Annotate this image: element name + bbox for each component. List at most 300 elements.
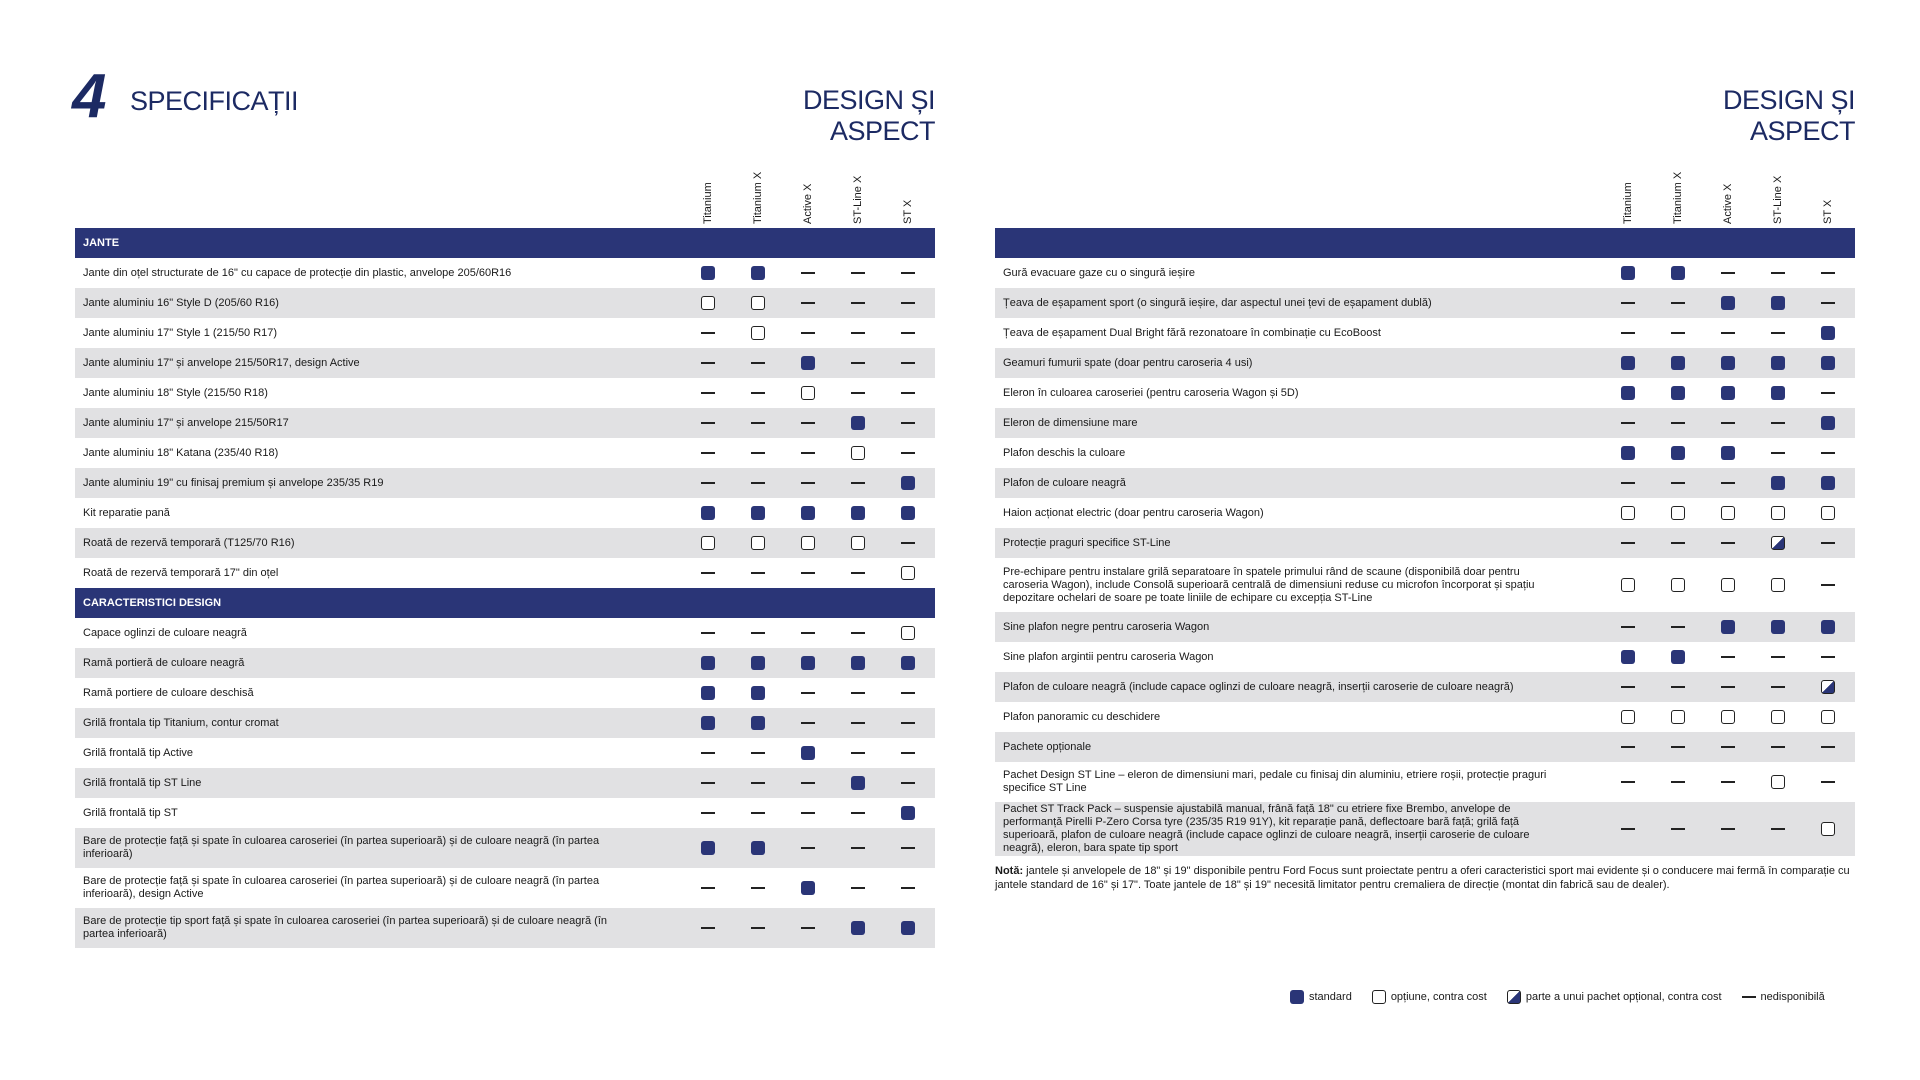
- dash-icon: [801, 626, 815, 640]
- column-header: [848, 154, 868, 224]
- standard-icon: [751, 506, 765, 520]
- dash-icon: [1671, 326, 1685, 340]
- column-header: [1618, 154, 1638, 224]
- row-label: Grilă frontală tip Active: [83, 746, 194, 759]
- dash-icon: [751, 921, 765, 935]
- dash-icon: [751, 881, 765, 895]
- dash-icon: [1721, 680, 1735, 694]
- standard-icon: [1771, 386, 1785, 400]
- table-row: [75, 498, 935, 528]
- column-header: [1818, 154, 1838, 224]
- left-spec-table: [75, 160, 935, 948]
- option-icon: [1372, 990, 1386, 1004]
- dash-icon: [1821, 650, 1835, 664]
- dash-icon: [701, 476, 715, 490]
- option-icon: [751, 296, 765, 310]
- dash-icon: [1621, 536, 1635, 550]
- standard-icon: [1621, 650, 1635, 664]
- standard-icon: [751, 266, 765, 280]
- dash-icon: [1771, 740, 1785, 754]
- option-icon: [1621, 506, 1635, 520]
- option-icon: [801, 386, 815, 400]
- option-icon: [1771, 775, 1785, 789]
- dash-icon: [1621, 326, 1635, 340]
- standard-icon: [801, 356, 815, 370]
- dash-icon: [1671, 476, 1685, 490]
- table-row: [75, 438, 935, 468]
- row-label: Pre-echipare pentru instalare grilă separatoare în spatele primului rând de scaune (disponibilă doar pentru caroseria Wagon), include Consolă superioară centrală de dimensiuni reduse cu microfon încorporat și spațiu depozitare ochelari de soare pe toate liniile de echipare cu excepția ST-Line: [1003, 565, 1535, 604]
- standard-icon: [1721, 296, 1735, 310]
- dash-icon: [851, 881, 865, 895]
- standard-icon: [851, 656, 865, 670]
- standard-icon: [901, 476, 915, 490]
- dash-icon: [801, 326, 815, 340]
- row-label: Plafon panoramic cu deschidere: [1003, 710, 1161, 723]
- table-row: [995, 378, 1855, 408]
- dash-icon: [801, 841, 815, 855]
- row-label: Jante aluminiu 17" Style 1 (215/50 R17): [83, 326, 278, 339]
- dash-icon: [751, 566, 765, 580]
- standard-icon: [851, 921, 865, 935]
- column-header-label: Active X: [1722, 183, 1734, 224]
- dash-icon: [901, 881, 915, 895]
- pack-icon: [1507, 990, 1521, 1004]
- standard-icon: [851, 506, 865, 520]
- table-row: [75, 798, 935, 828]
- table-row: [995, 642, 1855, 672]
- dash-icon: [1821, 578, 1835, 592]
- row-label: Jante aluminiu 17" și anvelope 215/50R17, design Active: [83, 356, 360, 369]
- standard-icon: [751, 716, 765, 730]
- table-row: [995, 802, 1855, 856]
- standard-icon: [1821, 356, 1835, 370]
- standard-icon: [1621, 266, 1635, 280]
- row-label: Pachet ST Track Pack – suspensie ajustabilă manual, frână față 18" cu etriere fixe Brembo, anvelope de performanță Pirelli P-Zero Corsa tyre (235/35 R19 91Y), kit reparație pană, deflectoare bară față; grilă față superioară, plafon de culoare neagră (include capace oglinzi de culoare neagră, inserții caroserie de culoare neagră), eleron, bara spate tip sport: [1003, 803, 1530, 854]
- option-icon: [1671, 506, 1685, 520]
- standard-icon: [1771, 296, 1785, 310]
- option-icon: [751, 326, 765, 340]
- standard-icon: [1671, 650, 1685, 664]
- dash-icon: [751, 626, 765, 640]
- dash-icon: [1621, 775, 1635, 789]
- table-row: [995, 558, 1855, 612]
- option-icon: [801, 536, 815, 550]
- dash-icon: [1821, 740, 1835, 754]
- dash-icon: [701, 806, 715, 820]
- standard-icon: [1721, 356, 1735, 370]
- table-row: [995, 348, 1855, 378]
- table-row: [75, 868, 935, 908]
- legend-na-label: nedisponibilă: [1760, 991, 1825, 1003]
- section-bar: JANTE: [75, 228, 935, 258]
- dash-icon: [1721, 266, 1735, 280]
- table-row: [75, 618, 935, 648]
- dash-icon: [1671, 296, 1685, 310]
- dash-icon: [851, 326, 865, 340]
- row-label: Sine plafon argintii pentru caroseria Wagon: [1003, 650, 1214, 663]
- row-label: Ramă portieră de culoare neagră: [83, 656, 245, 669]
- dash-icon: [901, 356, 915, 370]
- legend: [1290, 990, 1845, 1004]
- dash-icon: [801, 776, 815, 790]
- column-header: [698, 154, 718, 224]
- dash-icon: [801, 476, 815, 490]
- column-header: [1668, 154, 1688, 224]
- row-label: Ramă portiere de culoare deschisă: [83, 686, 254, 699]
- footnote-label: Notă:: [995, 865, 1024, 877]
- row-label: Protecție praguri specifice ST-Line: [1003, 536, 1171, 549]
- column-header-label: Titanium: [702, 182, 714, 224]
- dash-icon: [701, 416, 715, 430]
- standard-icon: [851, 416, 865, 430]
- legend-option-label: opțiune, contra cost: [1390, 991, 1487, 1003]
- pack-icon: [1771, 536, 1785, 550]
- option-icon: [701, 536, 715, 550]
- dash-icon: [1771, 650, 1785, 664]
- dash-icon: [1771, 822, 1785, 836]
- row-label: Plafon de culoare neagră (include capace oglinzi de culoare neagră, inserții caroserie de culoare neagră): [1003, 680, 1514, 693]
- table-row: [995, 438, 1855, 468]
- dash-icon: [701, 881, 715, 895]
- dash-icon: [901, 686, 915, 700]
- dash-icon: [701, 386, 715, 400]
- footnote: [995, 864, 1855, 892]
- dash-icon: [751, 806, 765, 820]
- legend-standard-label: standard: [1309, 991, 1352, 1003]
- right-section-heading: DESIGN ȘI ASPECT: [1722, 85, 1855, 146]
- dash-icon: [801, 921, 815, 935]
- dash-icon: [701, 776, 715, 790]
- dash-icon: [901, 746, 915, 760]
- row-label: Kit reparatie pană: [83, 506, 170, 519]
- table-row: [995, 408, 1855, 438]
- dash-icon: [1671, 536, 1685, 550]
- table-row: [75, 678, 935, 708]
- dash-icon: [851, 296, 865, 310]
- dash-icon: [801, 416, 815, 430]
- column-header-label: Titanium X: [752, 171, 764, 224]
- dash-icon: [701, 626, 715, 640]
- table-row: [75, 258, 935, 288]
- dash-icon: [1771, 680, 1785, 694]
- standard-icon: [1821, 620, 1835, 634]
- row-label: Bare de protecție față și spate în culoarea caroseriei (în partea superioară) și de culoare neagră (în partea inferioară): [83, 835, 600, 860]
- dash-icon: [801, 686, 815, 700]
- dash-icon: [1721, 775, 1735, 789]
- row-label: Haion acționat electric (doar pentru caroseria Wagon): [1003, 506, 1264, 519]
- dash-icon: [1621, 296, 1635, 310]
- row-label: Jante aluminiu 18" Style (215/50 R18): [83, 386, 268, 399]
- table-row: [75, 408, 935, 438]
- standard-icon: [701, 841, 715, 855]
- standard-icon: [701, 656, 715, 670]
- dash-icon: [901, 266, 915, 280]
- footnote-text: jantele și anvelopele de 18" și 19" disponibile pentru Ford Focus sunt proiectate pentru a oferi caracteristici sport mai evidente și o conducere mai fermă în comparație cu jantele standard de 16" și 17". Toate jantele de 18" și 19" necesită limitator pentru cremaliera de direcție (montat din fabrică sau de dealer).: [995, 865, 1850, 891]
- standard-icon: [1290, 990, 1304, 1004]
- dash-icon: [851, 746, 865, 760]
- dash-icon: [701, 566, 715, 580]
- column-header-label: Active X: [802, 183, 814, 224]
- dash-icon: [1771, 326, 1785, 340]
- standard-icon: [1621, 446, 1635, 460]
- dash-icon: [1671, 680, 1685, 694]
- dash-icon: [901, 776, 915, 790]
- pack-icon: [1821, 680, 1835, 694]
- option-icon: [751, 536, 765, 550]
- standard-icon: [1821, 476, 1835, 490]
- row-label: Gură evacuare gaze cu o singură ieșire: [1003, 266, 1195, 279]
- row-label: Eleron de dimensiune mare: [1003, 416, 1138, 429]
- row-label: Grilă frontală tip ST: [83, 806, 178, 819]
- standard-icon: [801, 656, 815, 670]
- standard-icon: [901, 806, 915, 820]
- column-header-label: ST X: [902, 199, 914, 224]
- chapter-title: SPECIFICAȚII: [130, 86, 299, 116]
- dash-icon: [751, 476, 765, 490]
- table-row: [75, 908, 935, 948]
- dash-icon: [1621, 416, 1635, 430]
- table-row: [75, 468, 935, 498]
- table-row: [75, 558, 935, 588]
- dash-icon: [1721, 536, 1735, 550]
- dash-icon: [901, 841, 915, 855]
- table-row: [995, 732, 1855, 762]
- dash-icon: [851, 626, 865, 640]
- table-row: [75, 288, 935, 318]
- table-row: [75, 318, 935, 348]
- dash-icon: [1621, 680, 1635, 694]
- standard-icon: [1771, 356, 1785, 370]
- dash-icon: [1821, 775, 1835, 789]
- dash-icon: [1621, 822, 1635, 836]
- dash-icon: [751, 776, 765, 790]
- option-icon: [1721, 710, 1735, 724]
- option-icon: [1721, 578, 1735, 592]
- dash-icon: [751, 356, 765, 370]
- standard-icon: [1671, 356, 1685, 370]
- dash-icon: [751, 446, 765, 460]
- option-icon: [1821, 710, 1835, 724]
- option-icon: [1821, 506, 1835, 520]
- dash-icon: [1821, 296, 1835, 310]
- table-row: [995, 612, 1855, 642]
- left-section-heading: DESIGN ȘI ASPECT: [802, 85, 935, 146]
- table-row: [995, 702, 1855, 732]
- dash-icon: [1721, 822, 1735, 836]
- dash-icon: [1821, 446, 1835, 460]
- dash-icon: [801, 566, 815, 580]
- row-label: Bare de protecție față și spate în culoarea caroseriei (în partea superioară) și de culoare neagră (în partea inferioară), design Active: [83, 875, 600, 900]
- table-row: [75, 348, 935, 378]
- option-icon: [901, 626, 915, 640]
- option-icon: [1771, 506, 1785, 520]
- option-icon: [1771, 578, 1785, 592]
- dash-icon: [1721, 476, 1735, 490]
- standard-icon: [851, 776, 865, 790]
- column-header-label: ST-Line X: [852, 175, 864, 224]
- standard-icon: [1671, 266, 1685, 280]
- dash-icon: [701, 356, 715, 370]
- standard-icon: [801, 506, 815, 520]
- dash-icon: [801, 716, 815, 730]
- row-label: Roată de rezervă temporară 17" din oțel: [83, 566, 279, 579]
- table-row: [75, 768, 935, 798]
- column-header: [1718, 154, 1738, 224]
- column-header-label: Titanium: [1622, 182, 1634, 224]
- standard-icon: [701, 716, 715, 730]
- column-header-label: ST-Line X: [1772, 175, 1784, 224]
- row-label: Pachete opționale: [1003, 740, 1092, 753]
- standard-icon: [1621, 386, 1635, 400]
- dash-icon: [851, 806, 865, 820]
- standard-icon: [1621, 356, 1635, 370]
- standard-icon: [1771, 620, 1785, 634]
- row-label: Țeava de eșapament sport (o singură ieșire, dar aspectul unei țevi de eșapament dublă): [1003, 296, 1432, 309]
- table-row: [995, 258, 1855, 288]
- dash-icon: [1721, 326, 1735, 340]
- dash-icon: [701, 746, 715, 760]
- column-header-label: Titanium X: [1672, 171, 1684, 224]
- dash-icon: [1771, 446, 1785, 460]
- section-bar: [995, 228, 1855, 258]
- option-icon: [701, 296, 715, 310]
- dash-icon: [901, 386, 915, 400]
- dash-icon: [1671, 775, 1685, 789]
- row-label: Sine plafon negre pentru caroseria Wagon: [1003, 620, 1210, 633]
- dash-icon: [1771, 416, 1785, 430]
- row-label: Jante aluminiu 18" Katana (235/40 R18): [83, 446, 279, 459]
- dash-icon: [851, 356, 865, 370]
- option-icon: [851, 446, 865, 460]
- option-icon: [1721, 506, 1735, 520]
- standard-icon: [1671, 446, 1685, 460]
- option-icon: [1621, 710, 1635, 724]
- standard-icon: [1671, 386, 1685, 400]
- row-label: Plafon de culoare neagră: [1003, 476, 1126, 489]
- row-label: Capace oglinzi de culoare neagră: [83, 626, 247, 639]
- standard-icon: [1821, 416, 1835, 430]
- dash-icon: [901, 326, 915, 340]
- row-label: Jante aluminiu 16" Style D (205/60 R16): [83, 296, 279, 309]
- standard-icon: [1771, 476, 1785, 490]
- option-icon: [1671, 710, 1685, 724]
- table-row: [995, 318, 1855, 348]
- column-header: [1768, 154, 1788, 224]
- dash-icon: [751, 416, 765, 430]
- row-label: Bare de protecție tip sport față și spate în culoarea caroseriei (în partea superioară) și de culoare neagră (în partea inferioară): [83, 915, 608, 940]
- table-row: [995, 528, 1855, 558]
- table-row: [995, 672, 1855, 702]
- dash-icon: [851, 686, 865, 700]
- standard-icon: [701, 686, 715, 700]
- row-label: Grilă frontală tip ST Line: [83, 776, 202, 789]
- dash-icon: [751, 386, 765, 400]
- standard-icon: [901, 921, 915, 935]
- standard-icon: [1721, 446, 1735, 460]
- dash-icon: [1671, 416, 1685, 430]
- standard-icon: [701, 506, 715, 520]
- dash-icon: [1821, 386, 1835, 400]
- standard-icon: [751, 686, 765, 700]
- standard-icon: [1821, 326, 1835, 340]
- dash-icon: [901, 416, 915, 430]
- dash-icon: [851, 566, 865, 580]
- standard-icon: [801, 881, 815, 895]
- table-row: [75, 738, 935, 768]
- dash-icon: [801, 296, 815, 310]
- dash-icon: [1742, 990, 1756, 1004]
- row-label: Jante din oțel structurate de 16" cu capace de protecție din plastic, anvelope 205/60R16: [83, 266, 512, 279]
- dash-icon: [1671, 740, 1685, 754]
- dash-icon: [901, 716, 915, 730]
- dash-icon: [901, 446, 915, 460]
- table-row: [75, 828, 935, 868]
- dash-icon: [1671, 822, 1685, 836]
- row-label: Plafon deschis la culoare: [1003, 446, 1126, 459]
- row-label: Eleron în culoarea caroseriei (pentru caroseria Wagon și 5D): [1003, 386, 1299, 399]
- legend-standard: [1290, 990, 1352, 1004]
- table-row: [995, 762, 1855, 802]
- right-spec-table: [995, 160, 1855, 856]
- column-headers: [75, 160, 935, 228]
- legend-pack: [1507, 990, 1722, 1004]
- section-bar: CARACTERISTICI DESIGN: [75, 588, 935, 618]
- row-label: Geamuri fumurii spate (doar pentru caroseria 4 usi): [1003, 356, 1253, 369]
- table-row: [75, 528, 935, 558]
- dash-icon: [701, 921, 715, 935]
- dash-icon: [901, 536, 915, 550]
- dash-icon: [1671, 620, 1685, 634]
- dash-icon: [701, 446, 715, 460]
- standard-icon: [1721, 620, 1735, 634]
- legend-option: [1372, 990, 1487, 1004]
- column-headers: [995, 160, 1855, 228]
- standard-icon: [751, 841, 765, 855]
- standard-icon: [801, 746, 815, 760]
- table-row: [75, 378, 935, 408]
- chapter-number: 4: [72, 62, 107, 131]
- table-row: [995, 288, 1855, 318]
- dash-icon: [851, 386, 865, 400]
- row-label: Grilă frontala tip Titanium, contur cromat: [83, 716, 279, 729]
- dash-icon: [1721, 416, 1735, 430]
- option-icon: [851, 536, 865, 550]
- dash-icon: [1821, 536, 1835, 550]
- option-icon: [901, 566, 915, 580]
- dash-icon: [851, 841, 865, 855]
- row-label: Țeava de eșapament Dual Bright fără rezonatoare în combinație cu EcoBoost: [1003, 326, 1381, 339]
- table-row: [75, 648, 935, 678]
- row-label: Jante aluminiu 17" și anvelope 215/50R17: [83, 416, 289, 429]
- dash-icon: [1721, 650, 1735, 664]
- dash-icon: [1621, 620, 1635, 634]
- dash-icon: [801, 446, 815, 460]
- dash-icon: [801, 266, 815, 280]
- standard-icon: [901, 656, 915, 670]
- standard-icon: [1721, 386, 1735, 400]
- standard-icon: [751, 656, 765, 670]
- legend-na: [1742, 990, 1825, 1004]
- dash-icon: [901, 296, 915, 310]
- row-label: Roată de rezervă temporară (T125/70 R16): [83, 536, 295, 549]
- dash-icon: [1821, 266, 1835, 280]
- dash-icon: [801, 806, 815, 820]
- dash-icon: [851, 716, 865, 730]
- standard-icon: [901, 506, 915, 520]
- column-header: [748, 154, 768, 224]
- table-row: [75, 708, 935, 738]
- dash-icon: [1721, 740, 1735, 754]
